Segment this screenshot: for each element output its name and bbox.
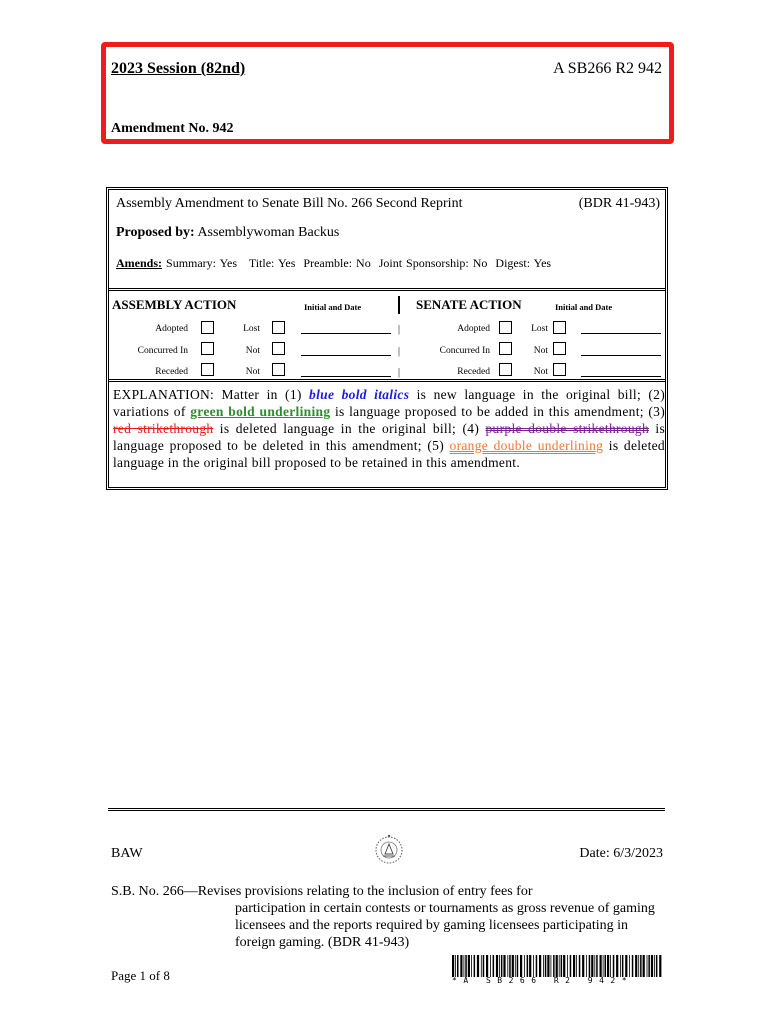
barcode-bar	[545, 955, 547, 977]
assembly-initial-line[interactable]	[301, 376, 391, 377]
barcode-bar	[499, 955, 500, 977]
barcode-bar	[464, 955, 465, 977]
barcode-bar	[543, 955, 544, 977]
barcode-bar	[635, 955, 637, 977]
bill-summary	[111, 883, 671, 951]
barcode-text: *A SB266 R2 942*	[452, 976, 634, 985]
barcode-bar	[616, 955, 618, 977]
barcode-bar	[629, 955, 630, 977]
barcode-bar	[638, 955, 639, 977]
barcode-bar	[576, 955, 577, 977]
barcode-bar	[486, 955, 488, 977]
senate-lost-checkbox[interactable]	[553, 321, 566, 334]
senate-concurred-checkbox[interactable]	[499, 342, 512, 355]
orange-legend: orange double underlining	[449, 438, 604, 453]
barcode-bar	[515, 955, 516, 977]
purple-legend: purple double strikethrough	[485, 421, 649, 436]
senate-not-label: Not	[533, 367, 548, 377]
barcode-bar	[468, 955, 470, 977]
explanation-text: EXPLANATION: Matter in (1)	[113, 387, 310, 402]
assembly-receded-checkbox[interactable]	[201, 363, 214, 376]
assembly-not-label: Not	[245, 346, 260, 356]
barcode-bar	[520, 955, 522, 977]
barcode-bar	[613, 955, 615, 977]
blue-legend: blue bold italics	[309, 387, 410, 402]
barcode-bar	[501, 955, 503, 977]
barcode-bar	[536, 955, 538, 977]
separator-tick: |	[398, 346, 401, 357]
assembly-not-checkbox[interactable]	[272, 342, 285, 355]
barcode-bar	[496, 955, 498, 977]
barcode-bar	[620, 955, 621, 977]
explanation-text: is new language in the original bill; (2) variations of	[113, 387, 665, 419]
barcode-bar	[591, 955, 593, 977]
barcode-bar	[493, 955, 495, 977]
bill-id: A SB266 R2 942	[553, 60, 662, 77]
assembly-lost-label: Lost	[243, 324, 260, 334]
barcode-bar	[547, 955, 549, 977]
amendment-title-row	[116, 196, 660, 212]
barcode-bar	[483, 955, 485, 977]
assembly-adopted-label: Adopted	[155, 324, 188, 334]
barcode-bar	[529, 955, 531, 977]
session-title: 2023 Session (82nd)	[111, 60, 246, 77]
barcode-bar	[632, 955, 634, 977]
amends-label: Amends:	[116, 256, 163, 270]
amendment-info-box	[106, 187, 668, 490]
barcode-bar	[651, 955, 653, 977]
barcode-bar	[556, 955, 558, 977]
senate-initial-line[interactable]	[581, 333, 661, 334]
barcode-bar	[573, 955, 575, 977]
barcode-bar	[579, 955, 581, 977]
barcode-bar	[460, 955, 462, 977]
senate-concurred-label: Concurred In	[439, 346, 490, 356]
assembly-not-label: Not	[245, 367, 260, 377]
bdr-number: (BDR 41-943)	[578, 196, 660, 211]
barcode-bar	[656, 955, 658, 977]
senate-not-label: Not	[533, 346, 548, 356]
barcode-bar	[452, 955, 454, 977]
barcode-bar	[659, 955, 661, 977]
barcode-bar	[567, 955, 568, 977]
senate-action-title: SENATE ACTION	[416, 297, 522, 312]
barcode-bar	[625, 955, 627, 977]
amendment-number: Amendment No. 942	[111, 121, 234, 136]
action-divider	[398, 296, 400, 314]
barcode-bar	[607, 955, 609, 977]
senate-receded-checkbox[interactable]	[499, 363, 512, 376]
barcode-bar	[490, 955, 491, 977]
senate-adopted-checkbox[interactable]	[499, 321, 512, 334]
assembly-concurred-checkbox[interactable]	[201, 342, 214, 355]
barcode-bar	[570, 955, 572, 977]
barcode-bar	[507, 955, 508, 977]
amends-line	[116, 256, 551, 271]
barcode-bar	[524, 955, 525, 977]
barcode-bar	[527, 955, 529, 977]
senate-initial-line[interactable]	[581, 355, 661, 356]
summary-first-line: S.B. No. 266—Revises provisions relating to the inclusion of entry fees for	[111, 884, 533, 899]
barcode-bar	[559, 955, 560, 977]
senate-not-checkbox[interactable]	[553, 342, 566, 355]
barcode-icon	[452, 955, 664, 977]
barcode-bar	[600, 955, 602, 977]
explanation-text: is deleted language in the original bill; (4)	[213, 421, 486, 436]
proposed-value: Assemblywoman Backus	[197, 225, 340, 240]
barcode-bar	[589, 955, 591, 977]
barcode-bar	[455, 955, 456, 977]
barcode-bar	[471, 955, 472, 977]
barcode-bar	[648, 955, 650, 977]
barcode-bar	[622, 955, 624, 977]
senate-lost-label: Lost	[531, 324, 548, 334]
barcode-bar	[517, 955, 519, 977]
barcode-bar	[605, 955, 607, 977]
drafter-initials: BAW	[111, 846, 143, 861]
summary-continuation: participation in certain contests or tournaments as gross revenue of gaming licensees and the reports required by gaming licensees participating in foreign gaming. (BDR 41-943)	[235, 901, 655, 950]
explanation-paragraph	[113, 386, 665, 471]
senate-receded-label: Receded	[457, 367, 490, 377]
proposed-label: Proposed by:	[116, 225, 195, 240]
barcode-bar	[586, 955, 587, 977]
barcode-bar	[551, 955, 552, 977]
barcode-bar	[654, 955, 655, 977]
senate-adopted-label: Adopted	[457, 324, 490, 334]
separator-tick: |	[398, 367, 401, 378]
proposed-by	[116, 225, 339, 241]
barcode-bar	[603, 955, 604, 977]
amends-value: Summary: Yes Title: Yes Preamble: No Joint Sponsorship: No Digest: Yes	[166, 256, 552, 270]
separator-tick: |	[398, 324, 401, 335]
green-legend: green bold underlining	[190, 404, 331, 419]
barcode-bar	[610, 955, 611, 977]
assembly-receded-label: Receded	[155, 367, 188, 377]
barcode-bar	[509, 955, 511, 977]
explanation-text: is language proposed to be added in this amendment; (3)	[330, 404, 665, 419]
assembly-adopted-checkbox[interactable]	[201, 321, 214, 334]
assembly-lost-checkbox[interactable]	[272, 321, 285, 334]
barcode-bar	[553, 955, 555, 977]
barcode-bar	[539, 955, 541, 977]
senate-initial-date-header: Initial and Date	[555, 302, 613, 312]
barcode-bar	[640, 955, 642, 977]
barcode-bar	[596, 955, 598, 977]
explanation-text: is language proposed to be deleted in this amendment; (5)	[113, 421, 665, 453]
assembly-not-checkbox[interactable]	[272, 363, 285, 376]
barcode-bar	[563, 955, 565, 977]
barcode-bar	[512, 955, 514, 977]
assembly-initial-date-header: Initial and Date	[304, 302, 362, 312]
barcode-bar	[594, 955, 595, 977]
assembly-action-title: ASSEMBLY ACTION	[112, 297, 237, 312]
senate-initial-line[interactable]	[581, 376, 661, 377]
page-number: Page 1 of 8	[111, 968, 170, 983]
assembly-concurred-label: Concurred In	[137, 346, 188, 356]
explanation-text: is deleted language in the original bill proposed to be retained in this amendment.	[113, 438, 665, 470]
barcode-bar	[643, 955, 645, 977]
barcode-bar	[474, 955, 476, 977]
assembly-initial-line[interactable]	[301, 333, 391, 334]
amendment-title: Assembly Amendment to Senate Bill No. 266 Second Reprint	[116, 196, 463, 211]
barcode-bar	[582, 955, 584, 977]
action-table	[108, 288, 666, 382]
barcode-bar	[457, 955, 459, 977]
barcode-bar	[465, 955, 467, 977]
senate-not-checkbox[interactable]	[553, 363, 566, 376]
red-legend: red strikethrough	[113, 421, 214, 436]
barcode-bar	[561, 955, 563, 977]
barcode-bar	[481, 955, 482, 977]
barcode-bar	[503, 955, 505, 977]
barcode-bar	[533, 955, 534, 977]
amendment-date: Date: 6/3/2023	[579, 846, 663, 861]
state-seal-icon	[373, 833, 405, 867]
barcode-bar	[477, 955, 479, 977]
barcode-bar	[647, 955, 648, 977]
assembly-initial-line[interactable]	[301, 355, 391, 356]
footer-rule	[108, 808, 665, 812]
